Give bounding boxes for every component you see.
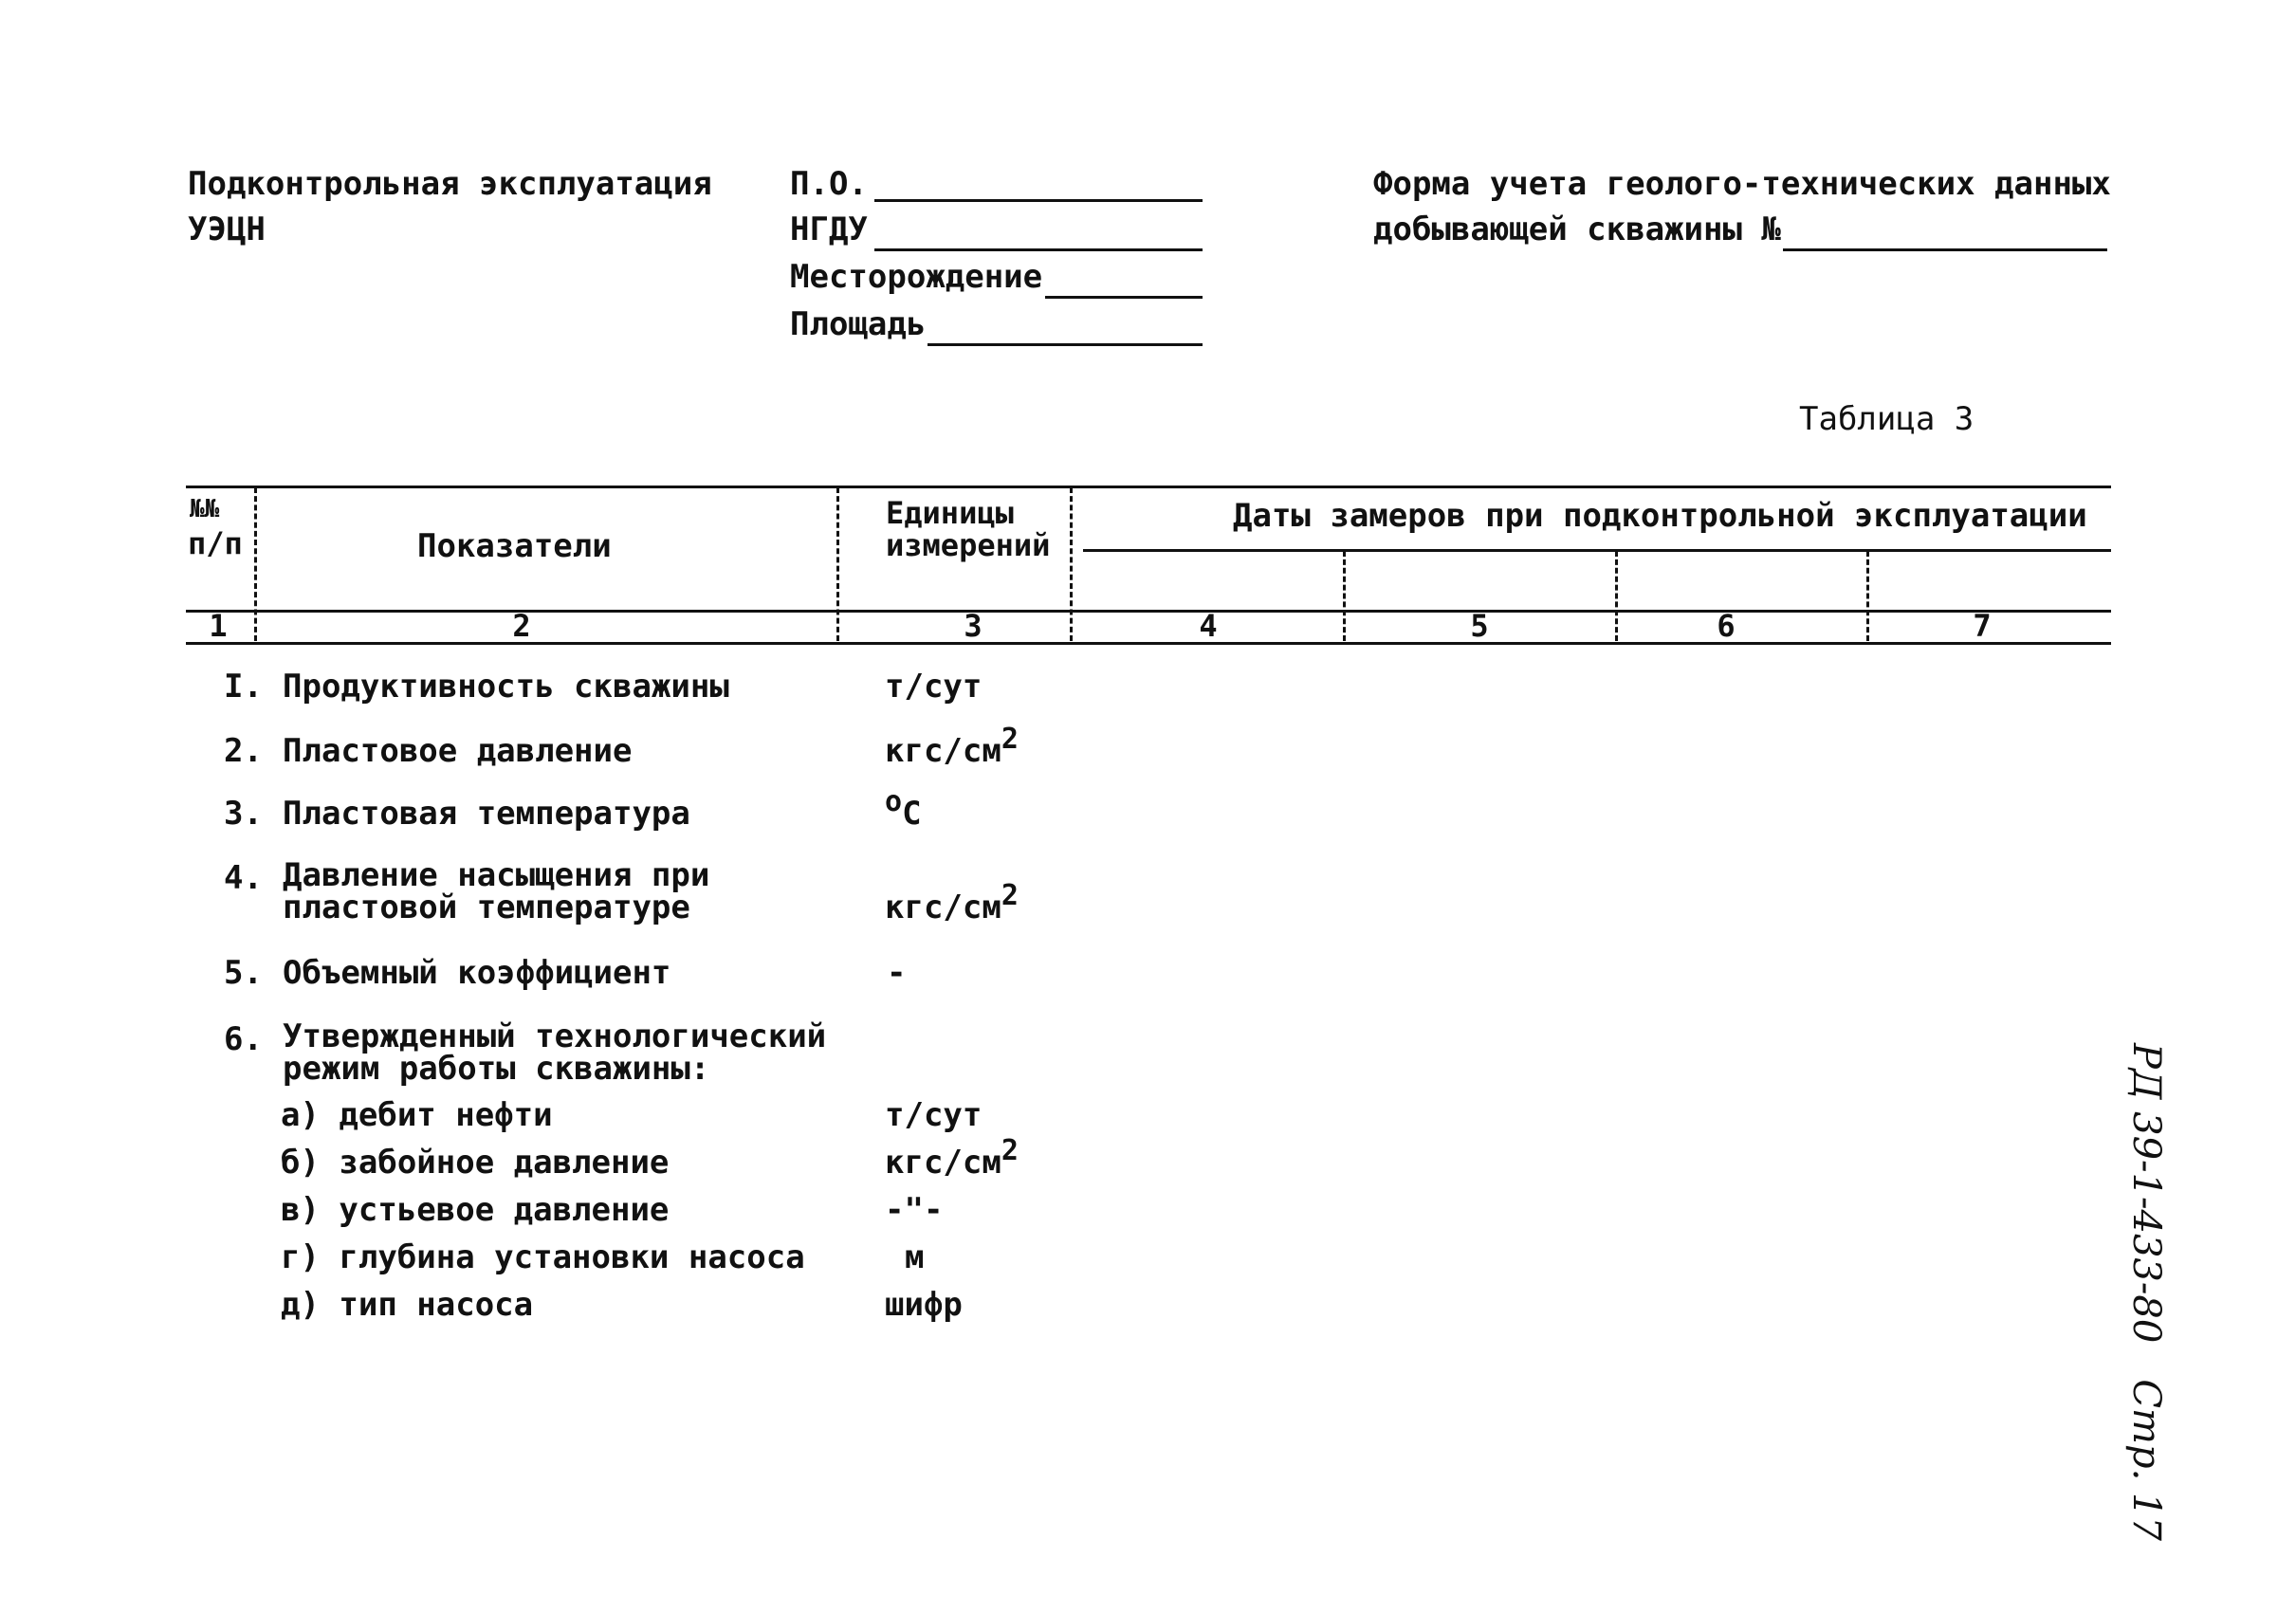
row-unit <box>885 785 922 834</box>
header-left-line1: Подконтрольная эксплуатация <box>188 165 712 203</box>
subrow-unit: -"- <box>885 1191 944 1229</box>
row-label-line1: Давление насыщения при <box>283 856 710 894</box>
column-number: 1 <box>209 608 228 644</box>
subrow-label: д) тип насоса <box>281 1286 534 1324</box>
column-number: 4 <box>1199 608 1218 644</box>
subrow-unit: шифр <box>885 1286 963 1324</box>
document-code-page-label: РД 39-1-433-80 Стр. 17 <box>2124 1043 2168 1541</box>
column-separator <box>1866 551 1869 641</box>
column-numbers-rule <box>186 642 2111 645</box>
dates-subheader-rule <box>1083 549 2111 552</box>
col-units-header-1: Единицы <box>886 495 1014 531</box>
col-indicators-header: Показатели <box>417 527 612 565</box>
form-title-line1: Форма учета геолого-технических данных <box>1373 165 2111 203</box>
col-dates-header: Даты замеров при подконтрольной эксплуатации <box>1233 497 2087 535</box>
field-po-label: П.О. <box>790 165 868 203</box>
header-left-line2: УЭЦН <box>188 211 266 248</box>
column-separator <box>836 487 839 641</box>
field-area-line <box>928 343 1203 346</box>
column-number: 5 <box>1470 608 1489 644</box>
unit-text: кгс/см <box>885 732 1001 770</box>
row-unit: т/сут <box>885 668 983 706</box>
column-number: 3 <box>964 608 983 644</box>
column-separator <box>254 487 257 641</box>
column-separator <box>1615 551 1618 641</box>
row-unit: - <box>887 954 907 992</box>
field-po-line <box>874 199 1203 202</box>
subrow-unit: т/сут <box>885 1096 983 1134</box>
row-number: 2. <box>224 732 263 770</box>
table-top-rule <box>186 486 2111 488</box>
field-area-label: Площадь <box>790 305 927 343</box>
column-number: 7 <box>1973 608 1992 644</box>
subrow-unit: м <box>905 1238 925 1276</box>
row-number: 6. <box>224 1020 263 1058</box>
form-title-line2: добывающей скважины № <box>1373 211 1781 248</box>
subrow-unit <box>885 1134 1019 1183</box>
row-unit <box>885 879 1019 926</box>
unit-text: кгс/см <box>885 889 1001 926</box>
row-label: Продуктивность скважины <box>283 668 729 706</box>
subrow-label: б) забойное давление <box>281 1144 670 1182</box>
table-caption: Таблица 3 <box>1799 400 1975 438</box>
row-label: Пластовое давление <box>283 732 633 770</box>
row-label-line2: пластовой температуре <box>283 889 690 926</box>
row-number: 4. <box>224 859 263 897</box>
header-bottom-rule <box>186 610 2111 613</box>
column-separator <box>1343 551 1346 641</box>
well-number-line <box>1783 248 2107 251</box>
row-label: Пластовая температура <box>283 795 690 833</box>
unit-text: кгс/см <box>885 1144 1001 1182</box>
column-separator <box>1070 487 1073 641</box>
unit-text: C <box>902 795 922 833</box>
column-number: 6 <box>1717 608 1736 644</box>
row-unit <box>885 723 1019 772</box>
col-units-header-2: измерений <box>886 527 1051 563</box>
col-num-label-2: п/п <box>188 525 243 561</box>
degree-superscript: o <box>885 785 903 818</box>
field-deposit-line <box>1045 296 1203 299</box>
col-num-label-1: №№ <box>190 495 220 523</box>
row-label-line2: режим работы скважины: <box>283 1050 710 1088</box>
field-ngdu-line <box>874 248 1203 251</box>
subrow-label: г) глубина установки насоса <box>281 1238 805 1276</box>
field-deposit-label: Месторождение <box>790 258 1043 296</box>
column-number: 2 <box>512 608 531 644</box>
field-ngdu-label: НГДУ <box>790 211 868 248</box>
row-number: 5. <box>224 954 263 992</box>
unit-superscript: 2 <box>1001 1134 1019 1167</box>
row-label-line1: Утвержденный технологический <box>283 1017 827 1055</box>
unit-superscript: 2 <box>1001 879 1019 912</box>
row-label: Объемный коэффициент <box>283 954 671 992</box>
row-number: I. <box>224 668 263 706</box>
row-number: 3. <box>224 795 263 833</box>
subrow-label: а) дебит нефти <box>281 1096 553 1134</box>
subrow-label: в) устьевое давление <box>281 1191 670 1229</box>
unit-superscript: 2 <box>1001 723 1019 756</box>
